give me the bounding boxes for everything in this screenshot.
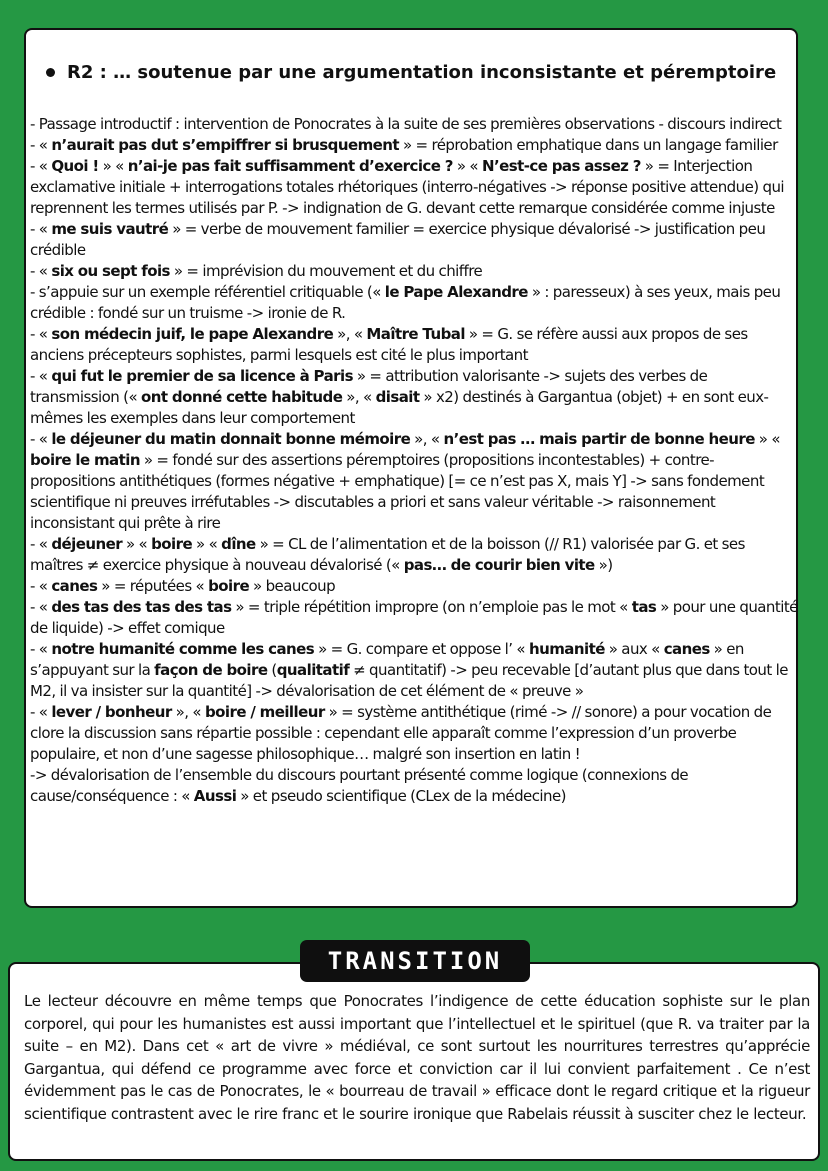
- quoted-term: son médecin juif, le pape Alexandre: [51, 325, 334, 343]
- paragraph-text: » «: [98, 157, 128, 175]
- paragraph-text: » = triple répétition impropre (on n’emploie pas le mot «: [231, 598, 632, 616]
- analysis-paragraph: [30, 765, 798, 807]
- quoted-term: canes: [51, 577, 98, 595]
- quoted-term: boire: [208, 577, 250, 595]
- transition-card: [8, 962, 820, 1161]
- paragraph-text: », «: [410, 430, 444, 448]
- paragraph-text: » «: [192, 535, 222, 553]
- quoted-term: n’ai-je pas fait suffisamment d’exercice ?: [127, 157, 453, 175]
- quoted-term: tas: [631, 598, 657, 616]
- quoted-term: lever / bonheur: [51, 703, 172, 721]
- paragraph-text: (: [267, 661, 277, 679]
- paragraph-text: - s’appuie sur un exemple référentiel critiquable («: [30, 283, 385, 301]
- analysis-card: [24, 28, 798, 908]
- quoted-term: Maître Tubal: [366, 325, 465, 343]
- paragraph-text: - «: [30, 136, 52, 154]
- quoted-term: N’est-ce pas assez ?: [481, 157, 641, 175]
- quoted-term: canes: [663, 640, 710, 658]
- paragraph-text: - «: [30, 367, 52, 385]
- analysis-paragraph: [30, 597, 798, 639]
- analysis-paragraph: [30, 702, 798, 765]
- quoted-term: boire / meilleur: [204, 703, 325, 721]
- paragraph-text: », «: [342, 388, 376, 406]
- analysis-paragraph: [30, 135, 798, 156]
- quoted-term: qui fut le premier de sa licence à Paris: [51, 367, 353, 385]
- paragraph-text: - «: [30, 535, 52, 553]
- quoted-term: qualitatif: [276, 661, 350, 679]
- analysis-paragraph: [30, 429, 798, 534]
- quoted-term: façon de boire: [154, 661, 268, 679]
- quoted-term: humanité: [528, 640, 605, 658]
- paragraph-text: » = G. compare et oppose l’ «: [314, 640, 529, 658]
- quoted-term: le Pape Alexandre: [384, 283, 528, 301]
- analysis-paragraph: [30, 639, 798, 702]
- paragraph-text: ≠ quantitatif) -> peu recevable [d’autant plus que dans tout le M2, il va insister sur la quantité] -> dévalorisation de cet élément de « preuve »: [30, 661, 788, 700]
- paragraph-text: » en s’appuyant sur la: [30, 640, 744, 679]
- paragraph-text: » = réputées «: [97, 577, 209, 595]
- quoted-term: le déjeuner du matin donnait bonne mémoire: [51, 430, 411, 448]
- quoted-term: me suis vautré: [51, 220, 169, 238]
- paragraph-text: » «: [754, 430, 780, 448]
- paragraph-text: » beaucoup: [249, 577, 336, 595]
- paragraph-text: » = Interjection exclamative initiale + interrogations totales rhétoriques (interro-négatives -> réponse positive attendue) qui reprennent les termes utilisés par P. -> indignation de G. devant cette remarque considérée comme injuste: [30, 157, 785, 217]
- analysis-paragraph: [30, 324, 798, 366]
- quoted-term: boire: [151, 535, 193, 553]
- paragraph-text: -> dévalorisation de l’ensemble du discours pourtant présenté comme logique (connexions de cause/conséquence : «: [30, 766, 689, 805]
- paragraph-text: - «: [30, 157, 52, 175]
- bullet-icon: [46, 68, 55, 77]
- paragraph-text: - «: [30, 430, 52, 448]
- paragraph-text: » = CL de l’alimentation et de la boisson (// R1) valorisée par G. et ses maîtres ≠ exercice physique à nouveau dévalorisé («: [30, 535, 745, 574]
- quoted-term: n’aurait pas dut s’empiffrer si brusquement: [51, 136, 400, 154]
- quoted-term: ont donné cette habitude: [141, 388, 343, 406]
- paragraph-text: - «: [30, 325, 52, 343]
- analysis-paragraph: [30, 366, 798, 429]
- analysis-paragraph: [30, 114, 798, 135]
- quoted-term: Aussi: [193, 787, 237, 805]
- paragraph-text: » = verbe de mouvement familier = exercice physique dévalorisé -> justification peu crédible: [30, 220, 766, 259]
- quoted-term: Quoi !: [51, 157, 99, 175]
- paragraph-text: » = système antithétique (rimé -> // sonore) a pour vocation de clore la discussion sans répartie possible : cependant elle apparaît comme l’expression d’un proverbe populaire, et non d’une sagesse philosophique… malgré son insertion en latin !: [30, 703, 772, 763]
- quoted-term: disait: [375, 388, 420, 406]
- paragraph-text: » : paresseux) à ses yeux, mais peu crédible : fondé sur un truisme -> ironie de R.: [30, 283, 781, 322]
- quoted-term: boire le matin: [30, 451, 140, 469]
- paragraph-text: - «: [30, 577, 52, 595]
- paragraph-text: - «: [30, 220, 52, 238]
- analysis-paragraph: [30, 282, 798, 324]
- paragraph-text: »): [594, 556, 613, 574]
- paragraph-text: » et pseudo scientifique (CLex de la médecine): [236, 787, 566, 805]
- paragraph-text: » «: [452, 157, 482, 175]
- paragraph-text: - Passage introductif : intervention de Ponocrates à la suite de ses premières observations - discours indirect: [30, 115, 782, 133]
- section-heading: [46, 62, 786, 84]
- analysis-paragraph: [30, 156, 798, 219]
- paragraph-text: - «: [30, 598, 52, 616]
- paragraph-text: », «: [171, 703, 205, 721]
- paragraph-text: » x2) destinés à Gargantua (objet) + en sont eux-mêmes les exemples dans leur comportement: [30, 388, 769, 427]
- quoted-term: des tas des tas des tas: [51, 598, 232, 616]
- analysis-paragraph: [30, 261, 798, 282]
- paragraph-text: », «: [333, 325, 367, 343]
- analysis-paragraph: [30, 534, 798, 576]
- quoted-term: notre humanité comme les canes: [51, 640, 315, 658]
- quoted-term: six ou sept fois: [51, 262, 170, 280]
- paragraph-text: » = G. se réfère aussi aux propos de ses anciens précepteurs sophistes, parmi lesquels est cité le plus important: [30, 325, 748, 364]
- paragraph-text: » = fondé sur des assertions péremptoires (propositions incontestables) + contre-propositions antithétiques (formes négative + emphatique) [= ce n’est pas X, mais Y] -> sans fondement scientifique ni preuves irréfutables -> discutables a priori et sans valeur véritable -> raisonnement inconsistant qui prête à rire: [30, 451, 765, 532]
- paragraph-text: » = imprévision du mouvement et du chiffre: [169, 262, 483, 280]
- paragraph-text: - «: [30, 262, 52, 280]
- paragraph-text: - «: [30, 703, 52, 721]
- quoted-term: pas… de courir bien vite: [403, 556, 595, 574]
- analysis-body: [30, 114, 798, 807]
- analysis-paragraph: [30, 219, 798, 261]
- transition-label: TRANSITION: [300, 940, 530, 982]
- quoted-term: dîne: [221, 535, 256, 553]
- paragraph-text: » = attribution valorisante -> sujets des verbes de transmission («: [30, 367, 708, 406]
- section-heading-text: R2 : … soutenue par une argumentation inconsistante et péremptoire: [67, 62, 777, 83]
- paragraph-text: » «: [122, 535, 152, 553]
- analysis-paragraph: [30, 576, 798, 597]
- transition-paragraph: Le lecteur découvre en même temps que Ponocrates l’indigence de cette éducation sophiste sur le plan corporel, qui pour les humanistes est aussi important que l’intellectuel et le spirituel (que R. va traiter par la suite – en M2). Dans cet « art de vivre » médiéval, ce sont surtout les nourritures terrestres qu’apprécie Gargantua, qui défend ce programme avec force et conviction car il lui convient parfaitement . Ce n’est évidemment pas le cas de Ponocrates, le « bourreau de travail » efficace dont le regard critique et la rigueur scientifique contrastent avec le rire franc et le sourire ironique que Rabelais réussit à susciter chez le lecteur.: [24, 992, 810, 1123]
- paragraph-text: » = réprobation emphatique dans un langage familier: [399, 136, 778, 154]
- paragraph-text: » aux «: [604, 640, 664, 658]
- transition-body: [24, 990, 810, 1125]
- quoted-term: déjeuner: [51, 535, 123, 553]
- quoted-term: n’est pas … mais partir de bonne heure: [443, 430, 755, 448]
- paragraph-text: » pour une quantité de liquide) -> effet comique: [30, 598, 798, 637]
- paragraph-text: - «: [30, 640, 52, 658]
